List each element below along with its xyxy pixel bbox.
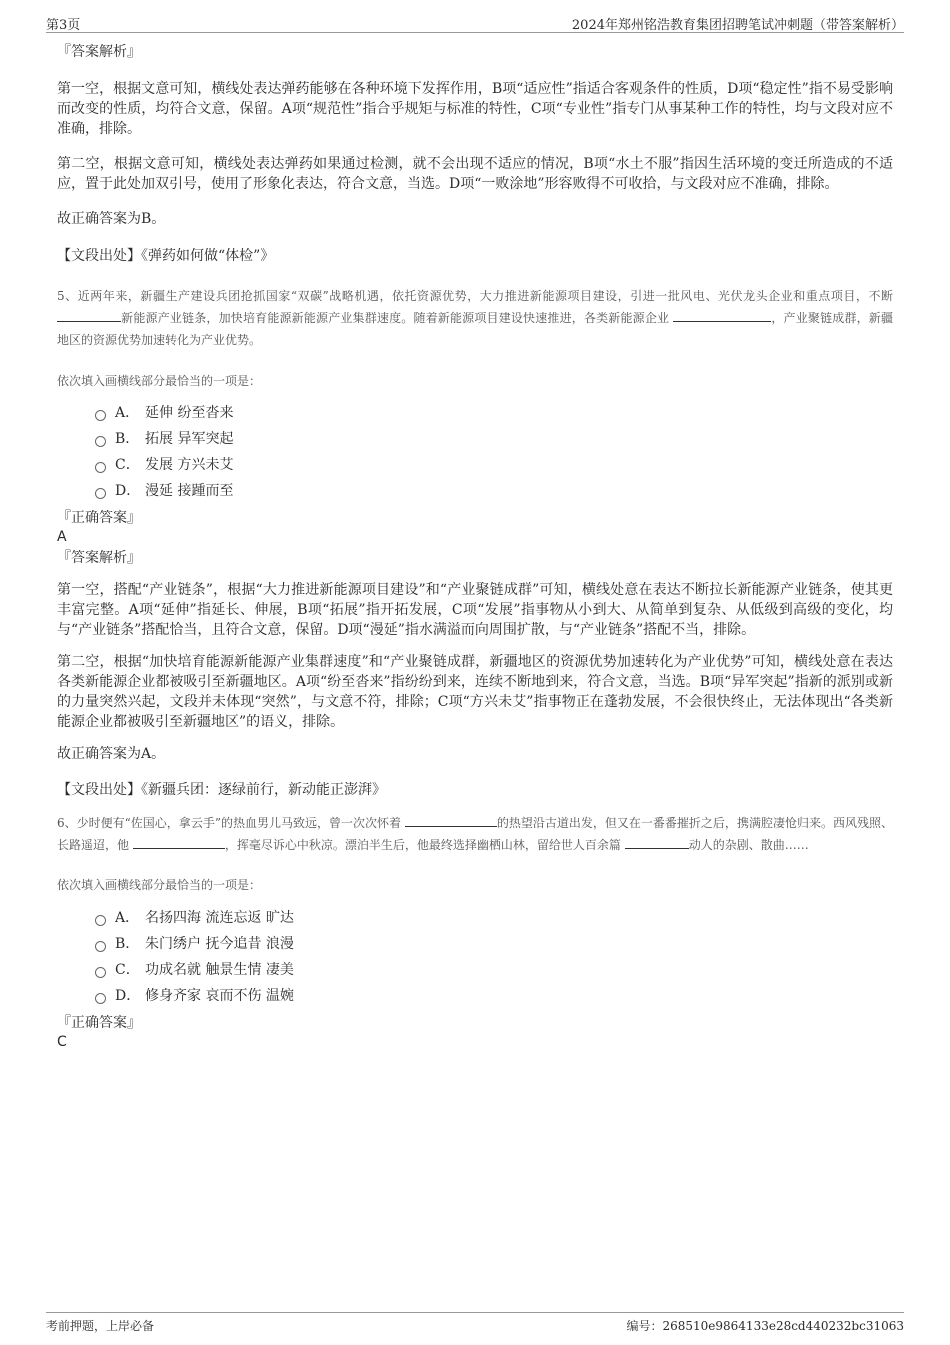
- passage-source: 【文段出处】《新疆兵团：逐绿前行，新动能正澎湃》: [57, 782, 386, 798]
- option-b[interactable]: B． 朱门绣户 抚今追昔 浪漫: [95, 931, 893, 957]
- question-6-text: 6、少时便有“佐国心，拿云手”的热血男儿马致远，曾一次次怀着 的热望沿古道出发，但又在一番番摧折之后，携满腔凄怆归来。西风残照、长路遥迢，他 ，挥毫尽诉心中秋凉。漂泊半生后，他最终选择幽栖山林，留给世人百余篇 动人的杂剧、散曲……: [57, 816, 893, 852]
- correct-answer-label: 『正确答案』: [57, 510, 141, 526]
- option-c[interactable]: C． 功成名就 触景生情 凄美: [95, 957, 893, 983]
- option-a[interactable]: A． 名扬四海 流连忘返 旷达: [95, 905, 893, 931]
- page-footer: [46, 1312, 904, 1335]
- answer-blank: [133, 836, 225, 849]
- question-hint: 依次填入画横线部分最恰当的一项是：: [57, 878, 262, 892]
- radio-icon[interactable]: [95, 941, 106, 952]
- option-d[interactable]: D． 漫延 接踵而至: [95, 478, 893, 504]
- correct-answer: C: [57, 1034, 67, 1050]
- answer-blank: [673, 309, 771, 322]
- analysis-conclusion: 故正确答案为B。: [57, 211, 166, 227]
- option-a[interactable]: A． 延伸 纷至沓来: [95, 400, 893, 426]
- footer-slogan: 考前押题，上岸必备: [46, 1319, 155, 1333]
- document-title: 2024年郑州铭浩教育集团招聘笔试冲刺题（带答案解析）: [571, 18, 904, 33]
- radio-icon[interactable]: [95, 436, 106, 447]
- option-list: [57, 400, 893, 504]
- analysis-conclusion: 故正确答案为A。: [57, 746, 166, 762]
- question-hint: 依次填入画横线部分最恰当的一项是：: [57, 374, 262, 388]
- analysis-label: 『答案解析』: [57, 44, 141, 60]
- answer-blank: [57, 309, 121, 322]
- analysis-paragraph: 第二空，根据文意可知，横线处表达弹药如果通过检测，就不会出现不适应的情况，B项“水土不服”指因生活环境的变迁所造成的不适应，置于此处加双引号，使用了形象化表达，符合文意，当选。D项“一败涂地”形容败得不可收拾，与文段对应不准确，排除。: [57, 156, 893, 192]
- analysis-paragraph: 第一空，根据文意可知，横线处表达弹药能够在各种环境下发挥作用，B项“适应性”指适合客观条件的性质，D项“稳定性”指不易受影响而改变的性质，均符合文意，保留。A项“规范性”指合乎规矩与标准的特性，C项“专业性”指专门从事某种工作的特性，均与文段对应不准确，排除。: [57, 81, 893, 137]
- page-number: 第3页: [46, 18, 81, 33]
- radio-icon[interactable]: [95, 993, 106, 1004]
- main-content: [57, 42, 893, 1051]
- option-list: [57, 905, 893, 1009]
- radio-icon[interactable]: [95, 488, 106, 499]
- analysis-label: 『答案解析』: [57, 550, 141, 566]
- passage-source: 【文段出处】《弹药如何做“体检”》: [57, 248, 275, 264]
- radio-icon[interactable]: [95, 462, 106, 473]
- option-d[interactable]: D． 修身齐家 哀而不伤 温婉: [95, 983, 893, 1009]
- analysis-paragraph: 第一空，搭配“产业链条”，根据“大力推进新能源项目建设”和“产业聚链成群”可知，横线处意在表达不断拉长新能源产业链条，使其更丰富完整。A项“延伸”指延长、伸展，B项“拓展”指开拓发展，C项“发展”指事物从小到大、从简单到复杂、从低级到高级的变化，均与“产业链条”搭配恰当，且符合文意，保留。D项“漫延”指水满溢而向周围扩散，与“产业链条”搭配不当，排除。: [57, 582, 893, 638]
- answer-blank: [625, 836, 689, 849]
- radio-icon[interactable]: [95, 915, 106, 926]
- page-header: [46, 10, 904, 33]
- option-c[interactable]: C． 发展 方兴未艾: [95, 452, 893, 478]
- radio-icon[interactable]: [95, 410, 106, 421]
- document-id: 编号：268510e9864133e28cd440232bc31063: [626, 1319, 904, 1333]
- correct-answer-label: 『正确答案』: [57, 1015, 141, 1031]
- radio-icon[interactable]: [95, 967, 106, 978]
- correct-answer: A: [57, 529, 67, 545]
- analysis-paragraph: 第二空，根据“加快培育能源新能源产业集群速度”和“产业聚链成群，新疆地区的资源优势加速转化为产业优势”可知，横线处意在表达各类新能源企业都被吸引至新疆地区。A项“纷至沓来”指纷纷到来，连续不断地到来，符合文意，当选。B项“异军突起”指新的派别或新的力量突然兴起，文段并未体现“突然”，与文意不符，排除；C项“方兴未艾”指事物正在蓬勃发展，不会很快终止，无法体现出“各类新能源企业都被吸引至新疆地区”的语义，排除。: [57, 654, 893, 730]
- option-b[interactable]: B． 拓展 异军突起: [95, 426, 893, 452]
- question-5-text: 5、近两年来，新疆生产建设兵团抢抓国家“双碳”战略机遇，依托资源优势，大力推进新能源项目建设，引进一批风电、光伏龙头企业和重点项目，不断 新能源产业链条，加快培育能源新能源产业集群速度。随着新能源项目建设快速推进，各类新能源企业 ，产业聚链成群，新疆地区的资源优势加速转化为产业优势。: [57, 289, 893, 347]
- answer-blank: [405, 814, 497, 827]
